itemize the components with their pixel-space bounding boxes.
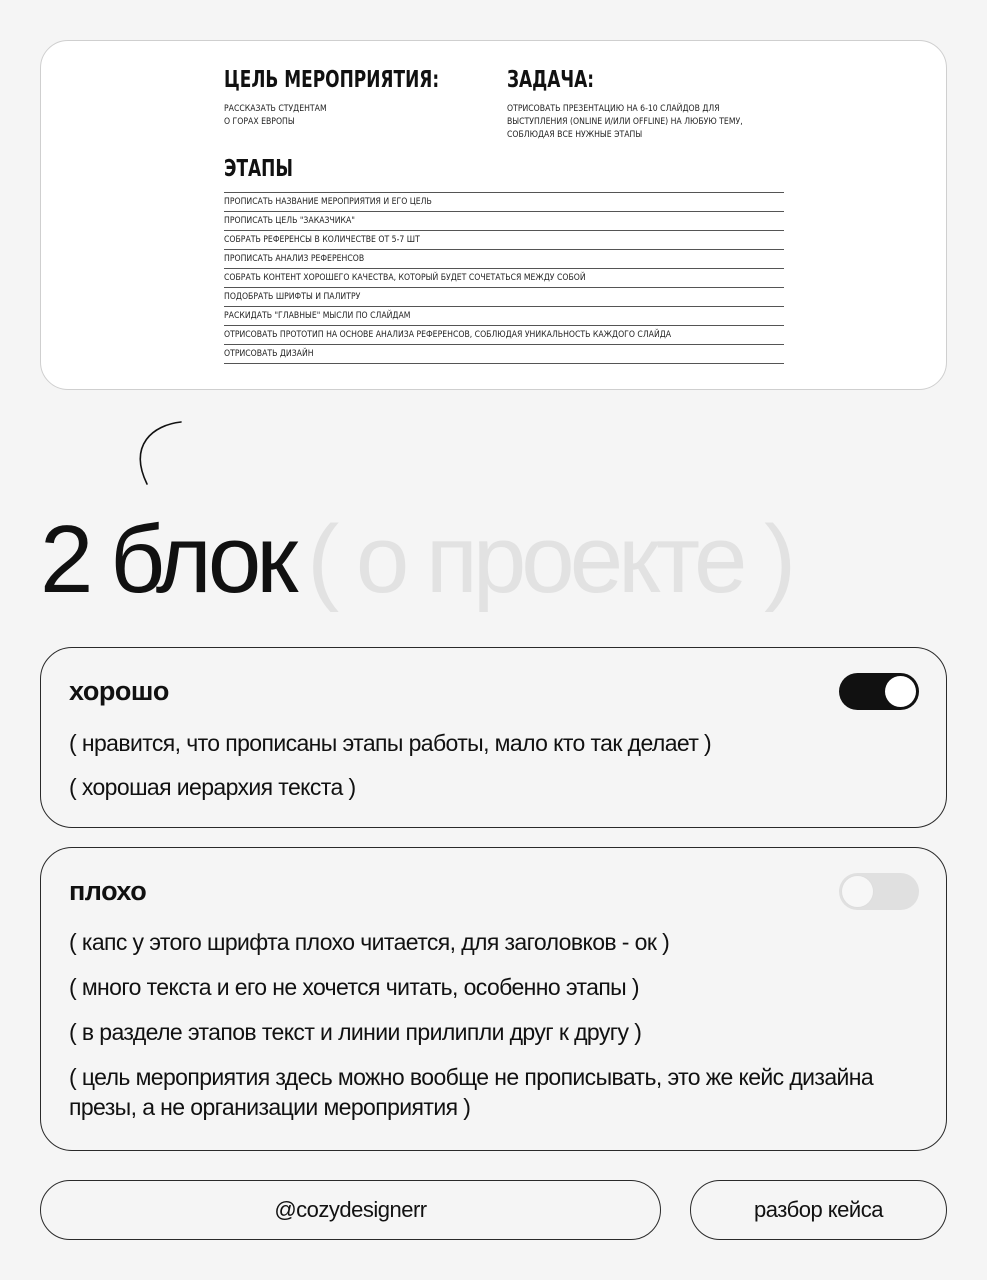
toggle-knob (885, 676, 916, 707)
arc-decoration-icon (128, 420, 188, 490)
goal-text-line-1: РАССКАЗАТЬ СТУДЕНТАМ (224, 104, 327, 114)
stage-item: РАСКИДАТЬ "ГЛАВНЫЕ" МЫСЛИ ПО СЛАЙДАМ (224, 307, 784, 326)
goal-text-line-2: О ГОРАХ ЕВРОПЫ (224, 117, 295, 127)
stage-item: ОТРИСОВАТЬ ДИЗАЙН (224, 345, 784, 364)
author-handle[interactable]: @cozydesignerr (40, 1180, 661, 1240)
task-text-line-1: ОТРИСОВАТЬ ПРЕЗЕНТАЦИЮ НА 6-10 СЛАЙДОВ ДЛЯ (507, 104, 720, 114)
stage-item: СОБРАТЬ КОНТЕНТ ХОРОШЕГО КАЧЕСТВА, КОТОРЫЙ БУДЕТ СОЧЕТАТЬСЯ МЕЖДУ СОБОЙ (224, 269, 784, 288)
bad-toggle[interactable] (839, 873, 919, 910)
toggle-knob (842, 876, 873, 907)
bad-item: ( в разделе этапов текст и линии прилипли друг к другу ) (69, 1019, 642, 1045)
bad-item: ( капс у этого шрифта плохо читается, для заголовков - ок ) (69, 929, 670, 955)
stages-list (224, 192, 784, 364)
section-heading (40, 500, 791, 620)
stage-item: ПОДОБРАТЬ ШРИФТЫ И ПАЛИТРУ (224, 288, 784, 307)
task-heading: ЗАДАЧА: (507, 67, 595, 93)
case-review-label[interactable]: разбор кейса (690, 1180, 947, 1240)
stage-item: ПРОПИСАТЬ НАЗВАНИЕ МЕРОПРИЯТИЯ И ЕГО ЦЕЛЬ (224, 193, 784, 212)
good-item: ( нравится, что прописаны этапы работы, мало кто так делает ) (69, 730, 712, 756)
goal-heading: ЦЕЛЬ МЕРОПРИЯТИЯ: (224, 67, 440, 93)
good-title: хорошо (69, 676, 169, 706)
stage-item: ПРОПИСАТЬ АНАЛИЗ РЕФЕРЕНСОВ (224, 250, 784, 269)
stage-item: ОТРИСОВАТЬ ПРОТОТИП НА ОСНОВЕ АНАЛИЗА РЕФЕРЕНСОВ, СОБЛЮДАЯ УНИКАЛЬНОСТЬ КАЖДОГО СЛАЙДА (224, 326, 784, 345)
slide-preview (40, 40, 947, 390)
section-heading-secondary: ( о проекте ) (307, 506, 792, 613)
bad-item: ( много текста и его не хочется читать, особенно этапы ) (69, 974, 639, 1000)
bad-title: плохо (69, 876, 147, 906)
bad-item: ( цель мероприятия здесь можно вообще не прописывать, это же кейс дизайна презы, а не организации мероприятия ) (69, 1064, 874, 1120)
task-text-line-3: СОБЛЮДАЯ ВСЕ НУЖНЫЕ ЭТАПЫ (507, 130, 643, 140)
good-card (40, 647, 947, 828)
task-text-line-2: ВЫСТУПЛЕНИЯ (ONLINE И/ИЛИ OFFLINE) НА ЛЮБУЮ ТЕМУ, (507, 117, 743, 127)
section-heading-main: 2 блок (40, 506, 294, 613)
good-item: ( хорошая иерархия текста ) (69, 774, 356, 800)
stage-item: СОБРАТЬ РЕФЕРЕНСЫ В КОЛИЧЕСТВЕ ОТ 5-7 ШТ (224, 231, 784, 250)
stage-item: ПРОПИСАТЬ ЦЕЛЬ "ЗАКАЗЧИКА" (224, 212, 784, 231)
bad-card (40, 847, 947, 1151)
good-toggle[interactable] (839, 673, 919, 710)
stages-heading: ЭТАПЫ (224, 156, 293, 182)
